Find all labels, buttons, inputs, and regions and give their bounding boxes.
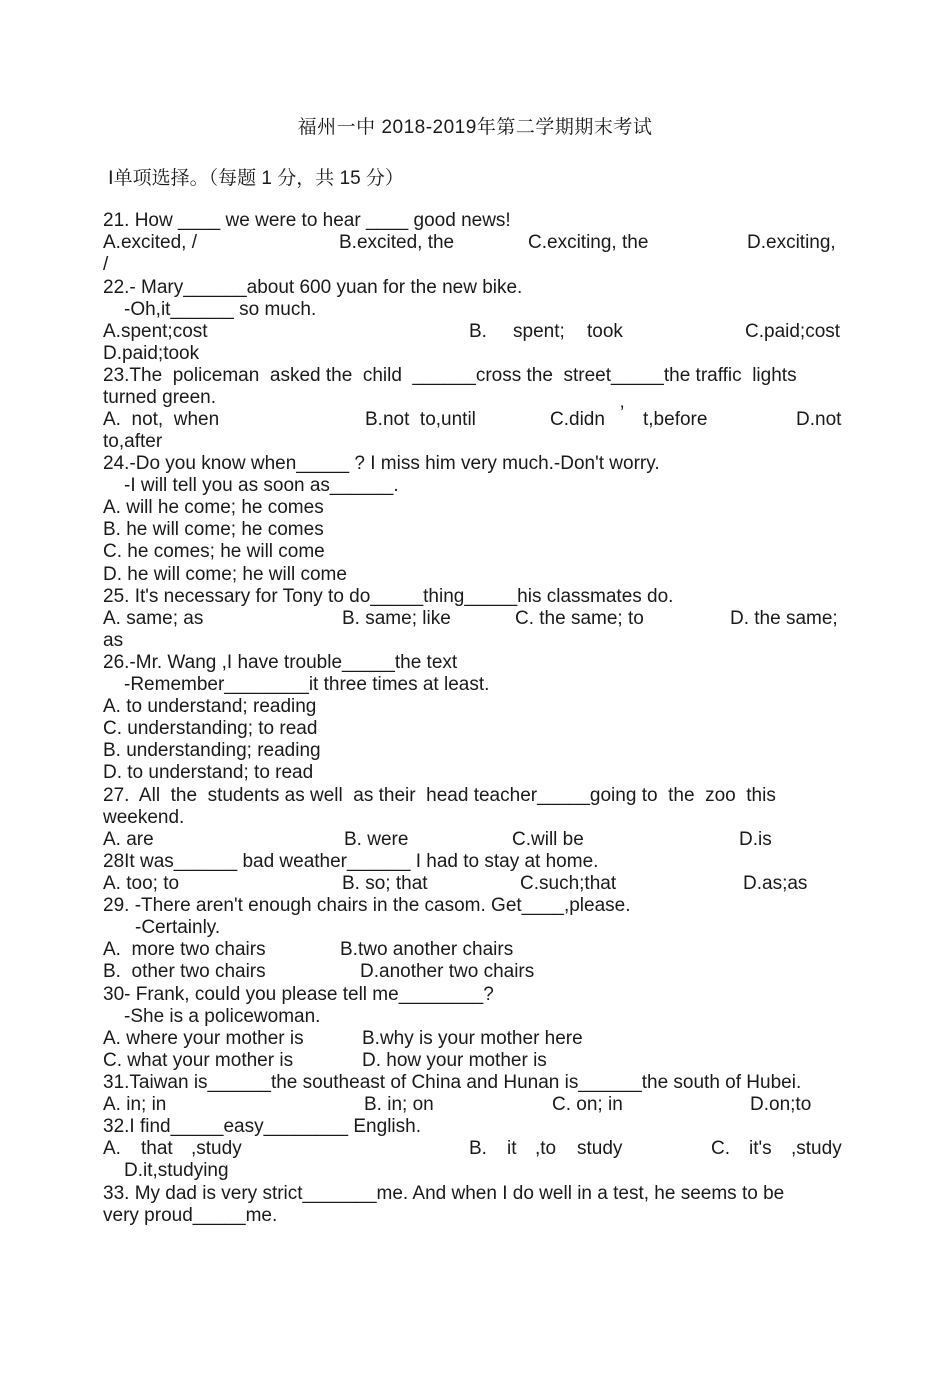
option-c-part2: t,before [643,409,708,430]
option-b-label: B. [469,1138,487,1159]
question-33-stem: 33. My dad is very strict_______me. And when I do well in a test, he seems to be [103,1183,785,1204]
question-26-option-a: A. to understand; reading [103,696,317,717]
option-d: D. the same; [730,608,838,629]
question-24-option-a: A. will he come; he comes [103,497,324,518]
question-26-option-c: C. understanding; to read [103,718,318,739]
option-a: A. where your mother is [103,1028,304,1049]
option-d: D.exciting, [747,232,836,253]
option-a: A. same; as [103,608,204,629]
option-c-part1: C.didn [550,409,605,430]
question-24-option-c: C. he comes; he will come [103,541,325,562]
question-33-stem-wrap: very proud_____me. [103,1205,278,1226]
option-a: A. are [103,829,154,850]
option-d: D.not [796,409,842,430]
question-30-stem: 30- Frank, could you please tell me________? [103,984,494,1005]
question-27-stem: 27. All the students as well as their head teacher_____going to the zoo this [103,785,776,806]
option-b-part1: spent; [513,321,565,342]
question-29-line2: -Certainly. [135,917,221,938]
option-b-label: B. [469,321,487,342]
option-a-label: A. [103,1138,121,1159]
question-26-option-b: B. understanding; reading [103,740,321,761]
question-24-stem: 24.-Do you know when_____ ? I miss him very much.-Don't worry. [103,453,660,474]
question-21-wrap: / [103,254,109,275]
option-b: B.not to,until [365,409,476,430]
option-b: B. same; like [342,608,451,629]
question-22-option-d: D.paid;took [103,343,200,364]
option-a: A. more two chairs [103,939,266,960]
question-26-option-d: D. to understand; to read [103,762,314,783]
question-23-stem: 23.The policeman asked the child ______cross the street_____the traffic lights [103,365,797,386]
option-b-part3: study [577,1138,623,1159]
option-b: B. in; on [364,1094,434,1115]
option-a: A. in; in [103,1094,167,1115]
option-c: C.will be [512,829,584,850]
option-b: B.two another chairs [340,939,514,960]
question-28-stem: 28It was______ bad weather______ I had to stay at home. [103,851,599,872]
question-31-stem: 31.Taiwan is______the southeast of China and Hunan is______the south of Hubei. [103,1072,802,1093]
question-24-line2: -I will tell you as soon as______. [124,475,399,496]
option-c: C. on; in [552,1094,623,1115]
question-29-stem: 29. -There aren't enough chairs in the casom. Get____,please. [103,895,631,916]
question-24-option-b: B. he will come; he comes [103,519,324,540]
question-26-line2: -Remember________it three times at least. [124,674,490,695]
question-32-option-d: D.it,studying [124,1160,229,1181]
option-d: D.on;to [750,1094,812,1115]
option-a: A.excited, / [103,232,197,253]
question-24-option-d: D. he will come; he will come [103,564,347,585]
option-c: C. what your mother is [103,1050,294,1071]
question-22-stem: 22.- Mary______about 600 yuan for the new bike. [103,277,523,298]
question-27-stem-wrap: weekend. [103,807,185,828]
option-c: C.exciting, the [528,232,649,253]
option-d: D.as;as [743,873,808,894]
option-a: A. too; to [103,873,180,894]
question-25-stem: 25. It's necessary for Tony to do_____thing_____his classmates do. [103,586,674,607]
option-b-alt: B. other two chairs [103,961,266,982]
exam-title: 福州一中 2018-2019年第二学期期末考试 [297,117,653,138]
option-c: C.paid;cost [745,321,841,342]
option-d: D. how your mother is [362,1050,547,1071]
option-d: D.another two chairs [360,961,535,982]
option-b: B. so; that [342,873,428,894]
option-b-part1: it [507,1138,517,1159]
question-21-stem: 21. How ____ we were to hear ____ good news! [103,210,511,231]
option-b: B. were [344,829,409,850]
option-a-part2: ,study [191,1138,242,1159]
option-b-part2: ,to [535,1138,557,1159]
question-23-wrap: to,after [103,431,163,452]
option-c-part1: it's [749,1138,772,1159]
option-a: A.spent;cost [103,321,208,342]
option-c: C. the same; to [515,608,644,629]
option-c-apostrophe: ’ [620,403,625,424]
option-c-part2: ,study [791,1138,842,1159]
question-32-stem: 32.I find_____easy________ English. [103,1116,421,1137]
option-c-label: C. [711,1138,730,1159]
option-b: B.excited, the [339,232,455,253]
question-26-stem: 26.-Mr. Wang ,I have trouble_____the text [103,652,458,673]
option-b-part2: took [587,321,623,342]
option-c: C.such;that [520,873,617,894]
question-22-line2: -Oh,it______ so much. [124,299,317,320]
option-d: D.is [739,829,772,850]
question-25-wrap: as [103,630,124,651]
option-a: A. not, when [103,409,220,430]
question-23-stem-wrap: turned green. [103,387,217,408]
section-heading: Ⅰ单项选择。（每题 1 分，共 15 分） [108,168,404,189]
option-b: B.why is your mother here [362,1028,583,1049]
question-30-line2: -She is a policewoman. [124,1006,321,1027]
option-a-part1: that [141,1138,173,1159]
